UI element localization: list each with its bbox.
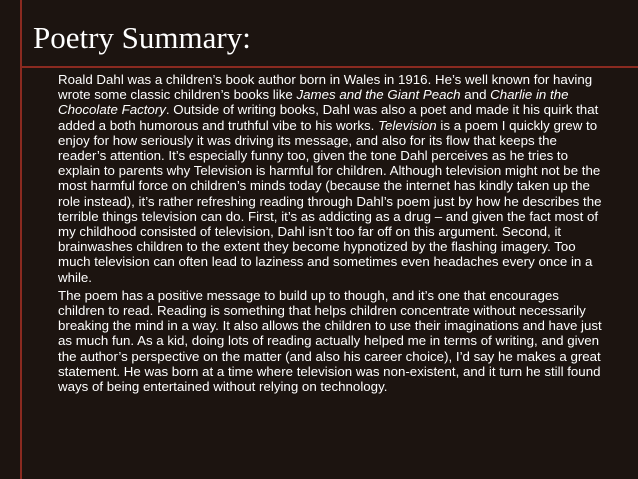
- paragraph-2: The poem has a positive message to build up to though, and it’s one that encourages children to read. Reading is something that helps children concentrate without necessarily breaking the mind in a way. It also allows the children to use their imaginations and have just as much fun. As a kid, doing lots of reading actually helped me in terms of writing, and given the author’s perspective on the matter (and also his career choice), I’d say he makes a great statement. He was born at a time where television was non-existent, and it turn he still found ways of being entertained without relying on technology.: [58, 287, 602, 395]
- paragraph-1-text-4: is a poem I quickly grew to enjoy for how seriously it was driving its message, and also for its flow that keeps the reader’s attention. It’s especially funny too, given the tone Dahl perceives as he tries to explain to parents why Television is harmful for children. Although television might not be the most harmful force on children’s minds today (because the internet has kindly taken up the role instead), it’s rather refreshing reading through Dahl’s poem just by how he describes the terrible things television can do. First, it’s as addicting as a drug – and given the fact most of my childhood consisted of television, Dahl isn’t too far off on this argument. Second, it brainwashes children to the extent they become hypnotized by the flashing imagery. Too much television can often lead to laziness and sometimes even headaches every once in a while.: [58, 117, 602, 285]
- paragraph-1-text-1: Roald Dahl was a children’s book author born in Wales in 1916. He’s well known for having wrote some classic children’s books like: [58, 72, 593, 103]
- paragraph-1: [58, 72, 603, 285]
- paragraph-1-text-3: . Outside of writing books, Dahl was also a poet and made it his quirk that added a both humorous and truthful vibe to his works.: [58, 102, 599, 133]
- poem-title-television: Television: [378, 117, 437, 133]
- book-title-charlie: Charlie in the Chocolate Factory: [58, 87, 569, 118]
- paragraph-1-text-2: and: [460, 87, 491, 103]
- slide-body: [58, 72, 603, 394]
- book-title-james: James and the Giant Peach: [296, 87, 461, 103]
- title-underline-rule: [22, 66, 638, 68]
- left-accent-rule: [20, 0, 22, 479]
- slide-title: Poetry Summary:: [33, 20, 251, 55]
